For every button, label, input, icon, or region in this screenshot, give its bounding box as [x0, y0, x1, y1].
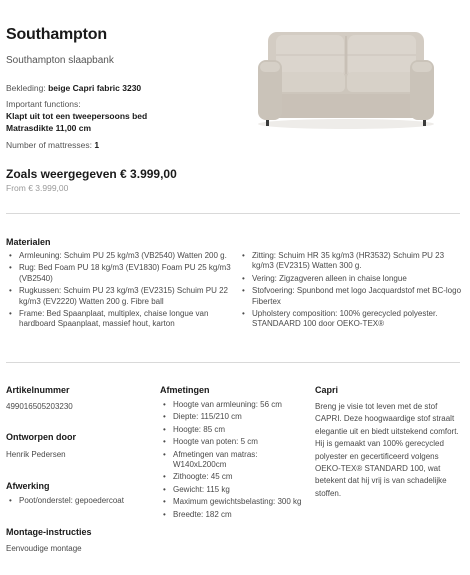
- assembly-heading: Montage-instructies: [6, 527, 92, 537]
- mattresses-label: Number of mattresses:: [6, 140, 92, 150]
- designer-heading: Ontworpen door: [6, 432, 76, 442]
- capri-heading: Capri: [315, 385, 339, 395]
- list-item: • Gewicht: 115 kg: [160, 485, 310, 495]
- mattresses-row: [6, 140, 99, 151]
- designer-name: Henrik Pedersen: [6, 450, 66, 459]
- list-item: • Maximum gewichtsbelasting: 300 kg: [160, 497, 310, 507]
- product-title: Southampton: [6, 26, 107, 43]
- upholstery-row: [6, 83, 141, 94]
- mattresses-value: 1: [94, 140, 100, 150]
- list-item: • Armleuning: Schuim PU 25 kg/m3 (VB2540) Watten 200 g.: [6, 251, 231, 261]
- list-item: • Rugkussen: Schuim PU 23 kg/m3 (EV2315) Schuim PU 22 kg/m3 (EV2220) Watten 200 g. Fibre ball: [6, 286, 231, 307]
- list-item: • Frame: Bed Spaanplaat, multiplex, chaise longue van hardboard Spaanplaat, massief hout, karton: [6, 309, 231, 330]
- list-item: • Hoogte: 85 cm: [160, 425, 310, 435]
- list-item: • Hoogte van armleuning: 56 cm: [160, 400, 310, 410]
- dimensions-list: [160, 400, 310, 522]
- list-item: • Breedte: 182 cm: [160, 510, 310, 520]
- upholstery-label: Bekleding:: [6, 83, 46, 93]
- article-number-heading: Artikelnummer: [6, 385, 70, 395]
- list-item: • Zitting: Schuim HR 35 kg/m3 (HR3532) Schuim PU 23 kg/m3 (EV2315) Watten 300 g.: [239, 251, 463, 272]
- list-item: • Vering: Zigzagveren alleen in chaise longue: [239, 274, 463, 284]
- function-line-1: Klapt uit tot een tweepersoons bed: [6, 111, 148, 121]
- product-price: Zoals weergegeven € 3.999,00: [6, 167, 177, 181]
- list-item: • Poot/onderstel: gepoedercoat: [6, 496, 156, 506]
- functions-label: Important functions:: [6, 99, 81, 109]
- sofa-image: [246, 22, 446, 148]
- list-item: • Upholstery composition: 100% gerecycled polyester. STANDAARD 100 door OEKO-TEX®: [239, 309, 463, 330]
- divider: [6, 362, 460, 363]
- list-item: • Zithoogte: 45 cm: [160, 472, 310, 482]
- list-item: • Rug: Bed Foam PU 18 kg/m3 (EV1830) Foam PU 25 kg/m3 (VB2540): [6, 263, 231, 284]
- divider: [6, 213, 460, 214]
- product-subtitle: Southampton slaapbank: [6, 55, 114, 66]
- materials-list-left: [6, 251, 231, 332]
- materials-heading: Materialen: [6, 237, 51, 247]
- price-from: From € 3.999,00: [6, 183, 69, 193]
- list-item: • Afmetingen van matras: W140xL200cm: [160, 450, 310, 471]
- list-item: • Hoogte van poten: 5 cm: [160, 437, 310, 447]
- finish-heading: Afwerking: [6, 481, 50, 491]
- upholstery-value: beige Capri fabric 3230: [48, 83, 142, 93]
- materials-list-right: [239, 251, 463, 332]
- article-number: 499016505203230: [6, 402, 73, 411]
- finish-list: [6, 496, 156, 508]
- capri-description: Breng je visie tot leven met de stof CAPRI. Deze hoogwaardige stof straalt elegantie uit en biedt uitstekend comfort. Hij is gemaakt van 100% gerecycled polyester en gecertificeerd volgens OEKO-TEX® STANDARD 100, wat betekent dat hij vrij is van schadelijke stoffen.: [315, 402, 459, 498]
- function-line-2: Matrasdikte 11,00 cm: [6, 123, 92, 133]
- list-item: • Stofvoering: Spunbond met logo Jacquardstof met BC-logo Fibertex: [239, 286, 463, 307]
- dimensions-heading: Afmetingen: [160, 385, 210, 395]
- list-item: • Diepte: 115/210 cm: [160, 412, 310, 422]
- assembly-value: Eenvoudige montage: [6, 544, 82, 553]
